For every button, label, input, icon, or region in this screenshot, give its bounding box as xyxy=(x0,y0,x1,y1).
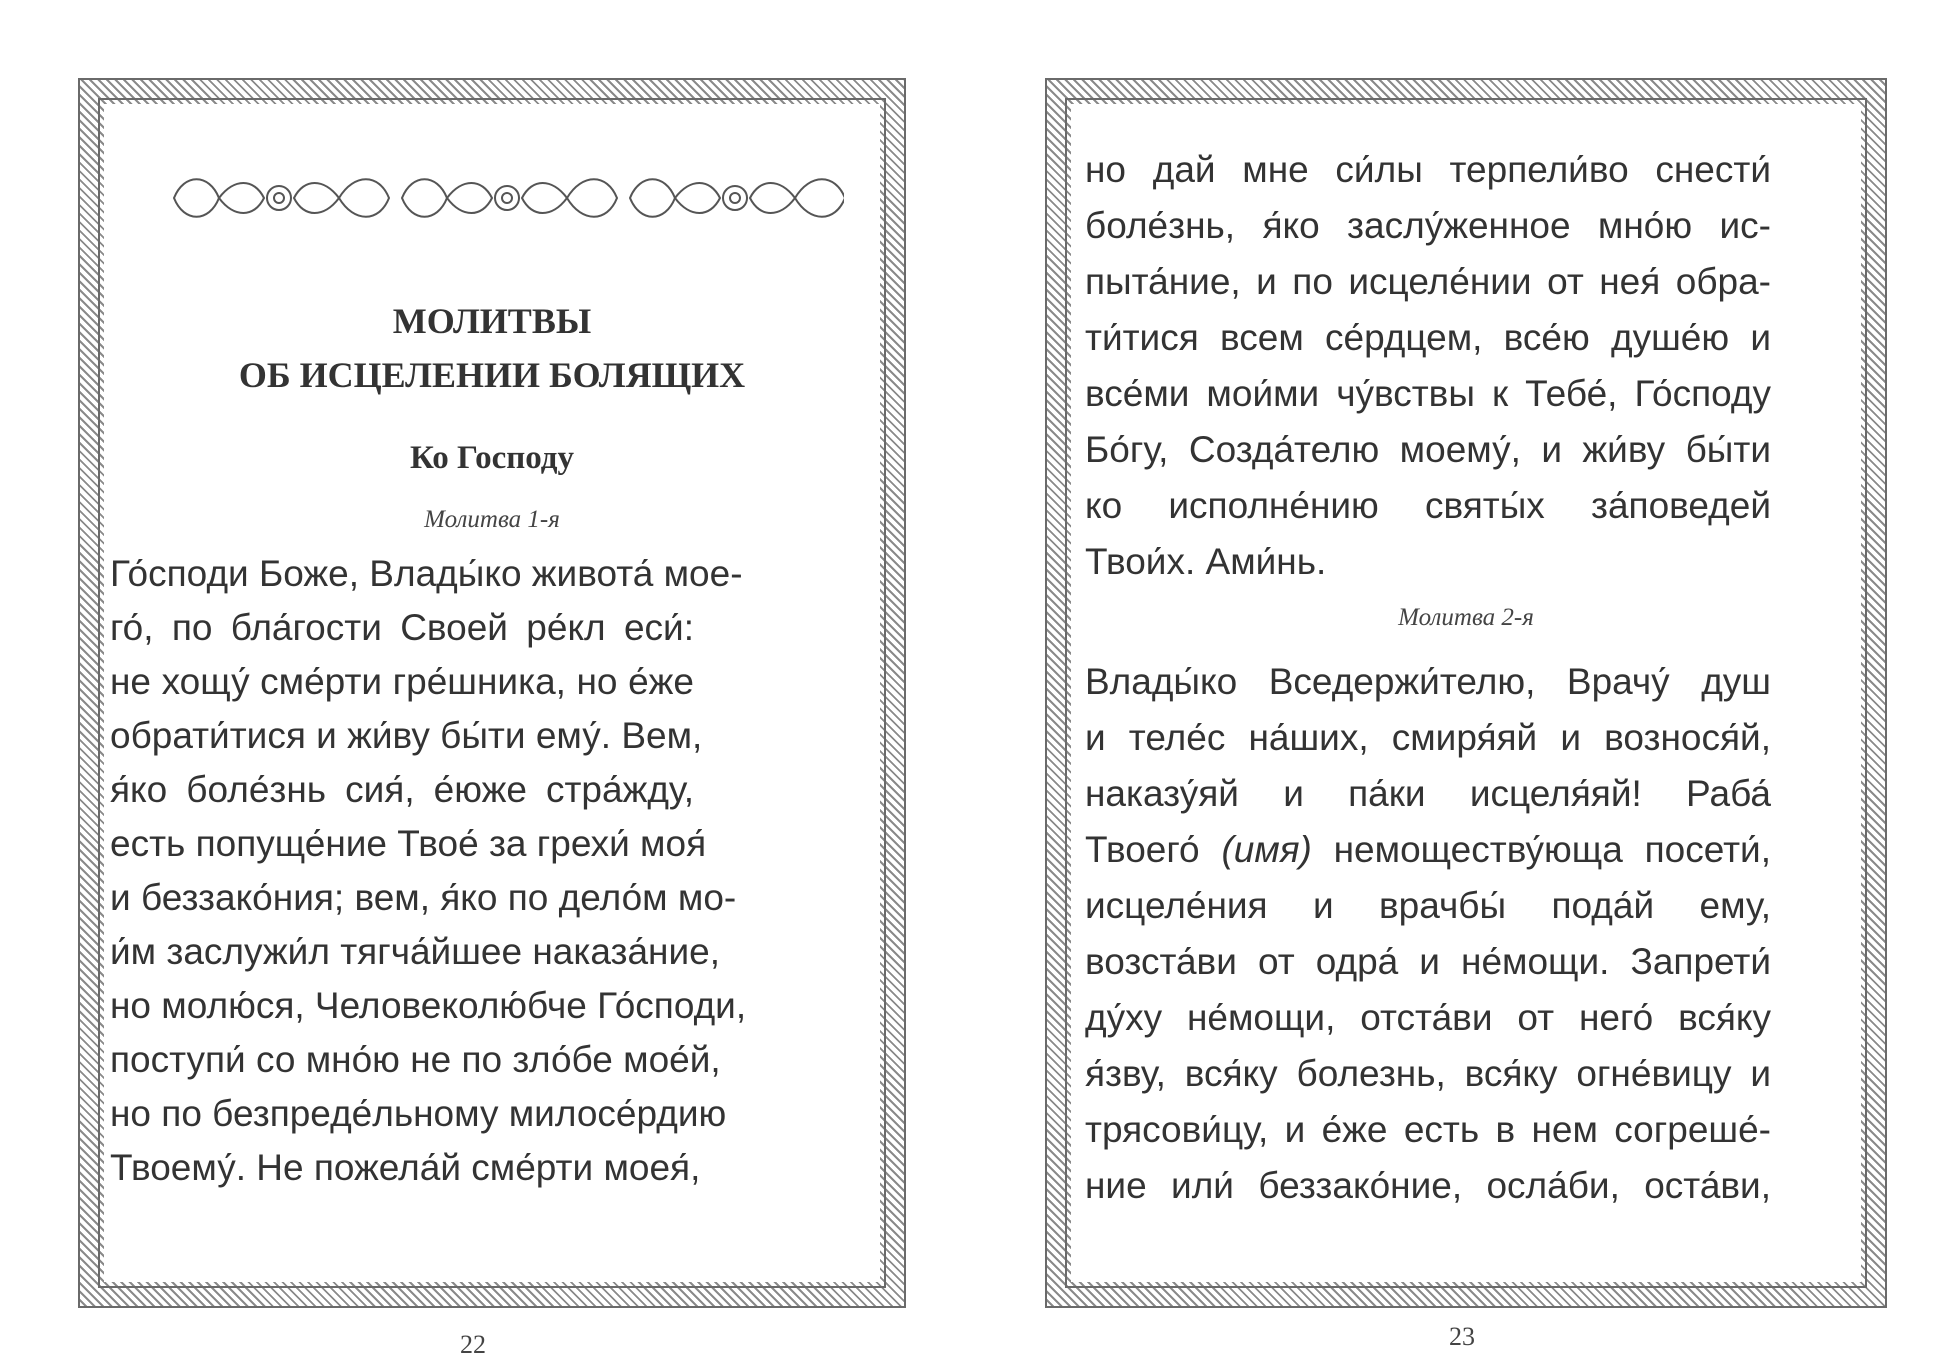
text-segment: Твоего́ xyxy=(1085,829,1222,870)
section-heading: Ко Господу xyxy=(409,440,575,476)
prayer-label: Молитва 2-я xyxy=(1398,604,1534,631)
text-line: Твои́х. Ами́нь. xyxy=(1085,541,1327,582)
text-line: трясови́цу, и е́же есть в нем согреше́- xyxy=(1085,1109,1771,1150)
text-line: исцеле́ния и врачбы́ пода́й ему, xyxy=(1085,885,1771,926)
text-line: возста́ви от одра́ и не́мощи. Запрети́ xyxy=(1085,941,1771,982)
page-number: 22 xyxy=(460,1330,486,1359)
text-line: пыта́ние, и по исцеле́нии от нея́ обра- xyxy=(1085,261,1771,302)
text-segment: немоществу́юща посети́, xyxy=(1311,829,1771,870)
text-line: но по безпреде́льному милосе́рдию xyxy=(110,1093,727,1134)
text-line: я́зву, вся́ку болезнь, вся́ку огне́вицу и xyxy=(1085,1053,1771,1094)
text-line: обрати́тися и жи́ву бы́ти ему́. Вем, xyxy=(110,715,703,756)
text-line: все́ми мои́ми чу́вствы к Тебе́, Го́споду xyxy=(1085,373,1771,414)
text-line: наказу́яй и па́ки исцеля́яй! Раба́ xyxy=(1085,773,1771,814)
left-page-content xyxy=(104,104,880,1282)
text-line: Влады́ко Вседержи́телю, Врачу́ душ xyxy=(1085,661,1771,702)
ornament-header-icon xyxy=(164,168,844,228)
text-line: есть попуще́ние Твое́ за грехи́ моя́ xyxy=(110,823,707,864)
text-line: Твоему́. Не пожела́й сме́рти моея́, xyxy=(110,1147,701,1188)
page-title: МОЛИТВЫ xyxy=(392,301,592,341)
prayer-label: Молитва 1-я xyxy=(424,506,560,533)
text-line: но дай мне си́лы терпели́во снести́ xyxy=(1085,149,1771,190)
text-line: и́м заслужи́л тягча́йшее наказа́ние, xyxy=(110,931,721,972)
ornamental-frame xyxy=(1045,78,1887,1308)
text-line: но молю́ся, Человеколю́бче Го́споди, xyxy=(110,985,747,1026)
text-line: и беззако́ния; вем, я́ко по дело́м мо- xyxy=(110,877,737,918)
text-line: боле́знь, я́ко заслу́женное мно́ю ис- xyxy=(1085,205,1771,246)
text-line-with-name-placeholder xyxy=(1085,828,1771,872)
text-line: не хощу́ сме́рти гре́шника, но е́же xyxy=(110,661,694,702)
text-line: Бо́гу, Созда́телю моему́, и жи́ву бы́ти xyxy=(1085,429,1771,470)
text-line: и теле́с на́ших, смиря́яй и вознося́й, xyxy=(1085,717,1771,758)
page-number: 23 xyxy=(1449,1322,1475,1351)
text-line: ко исполне́нию святы́х за́поведей xyxy=(1085,485,1771,526)
text-line: я́ко боле́знь сия́, е́юже стра́жду, xyxy=(110,769,694,810)
text-line: ду́ху не́мощи, отста́ви от него́ вся́ку xyxy=(1085,997,1771,1038)
left-page xyxy=(0,0,978,1372)
right-page xyxy=(979,0,1957,1372)
page-title-line2: ОБ ИСЦЕЛЕНИИ БОЛЯЩИХ xyxy=(238,355,746,395)
text-line: Го́споди Боже, Влады́ко живота́ мое- xyxy=(110,553,743,594)
text-line: ние или́ беззако́ние, осла́би, оста́ви, xyxy=(1085,1165,1771,1206)
text-line: ти́тися всем се́рдцем, все́ю душе́ю и xyxy=(1085,317,1771,358)
right-page-content xyxy=(1071,104,1861,1282)
ornamental-frame xyxy=(78,78,906,1308)
name-placeholder: (имя) xyxy=(1221,829,1312,870)
text-line: го́, по бла́гости Своей ре́кл еси́: xyxy=(110,607,694,648)
text-line: поступи́ со мно́ю не по зло́бе мое́й, xyxy=(110,1039,721,1080)
